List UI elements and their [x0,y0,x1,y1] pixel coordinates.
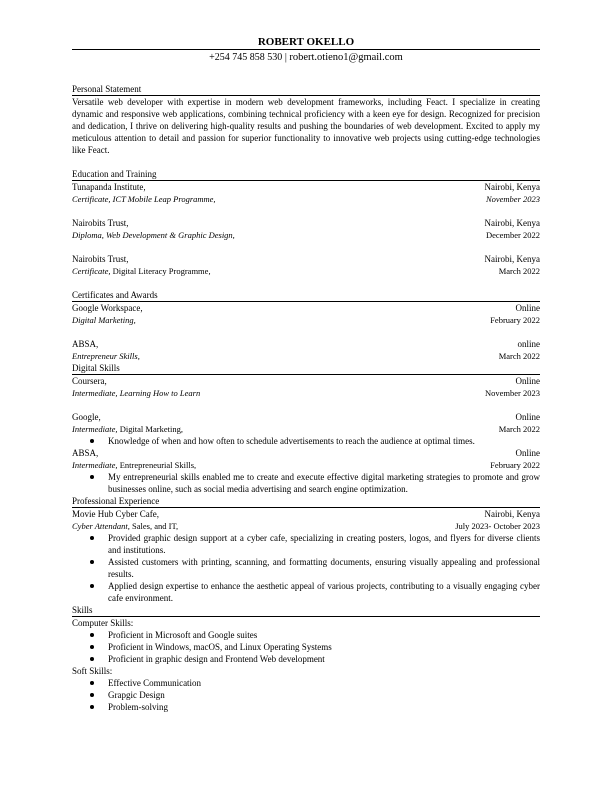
email-address[interactable]: robert.otieno1@gmail.com [289,52,403,63]
education-course: Digital Literacy Programme, [112,266,211,276]
experience-role: Cyber Attendant, [72,521,130,531]
experience-dept: Sales, and IT, [132,521,179,531]
list-item: My entrepreneurial skills enabled me to create and execute effective digital marketing strategies to promote and grow businesses online, such as social media advertising and search engine optimization. [108,472,540,494]
digital-org: ABSA, [72,448,99,458]
certificate-org: ABSA, [72,339,99,349]
candidate-name: ROBERT OKELLO [257,36,355,48]
digital-bullets [72,435,540,447]
education-course: ICT Mobile Leap Programme, [112,194,216,204]
soft-skills-list [72,677,540,713]
digital-date: November 2023 [484,388,540,398]
digital-location: Online [515,448,540,458]
education-entry [72,217,540,241]
education-org: Tunapanda Institute, [72,182,146,192]
list-item: Effective Communication [108,677,540,689]
education-date: March 2022 [498,266,540,276]
education-org: Nairobits Trust, [72,254,129,264]
education-type: Certificate, [72,266,111,276]
experience-dates: July 2023- October 2023 [455,521,540,531]
digital-date: February 2022 [490,460,540,470]
experience-bullets [72,532,540,604]
experience-location: Nairobi, Kenya [484,509,540,519]
list-item: Proficient in Windows, macOS, and Linux Operating Systems [108,641,540,653]
certificate-detail: Entrepreneur Skills, [72,351,140,361]
education-date: December 2022 [485,230,540,240]
section-title-experience: Professional Experience [72,496,160,506]
digital-level: Intermediate, [72,388,118,398]
list-item: Problem-solving [108,701,540,713]
certificate-detail: Digital Marketing, [72,315,136,325]
section-title-certificates: Certificates and Awards [72,290,158,300]
certificate-location: online [517,339,540,349]
certificate-date: March 2022 [498,351,540,361]
section-title-education: Education and Training [72,169,157,179]
list-item: Proficient in Microsoft and Google suites [108,629,540,641]
list-item: Grapgic Design [108,689,540,701]
education-location: Nairobi, Kenya [484,254,540,264]
education-entry [72,181,540,205]
education-org: Nairobits Trust, [72,218,129,228]
digital-level: Intermediate, [72,424,118,434]
phone-number: +254 745 858 530 [209,52,283,63]
education-location: Nairobi, Kenya [484,182,540,192]
digital-course: Digital Marketing, [119,424,183,434]
digital-location: Online [515,412,540,422]
digital-course: Learning How to Learn [119,388,201,398]
digital-entry [72,447,540,495]
education-entry [72,253,540,277]
education-course: Web Development & Graphic Design, [106,230,235,240]
certificate-org: Google Workspace, [72,303,143,313]
certificate-entry [72,302,540,326]
section-title-digital-skills: Digital Skills [72,363,120,373]
education-date: November 2023 [485,194,540,204]
computer-skills-list [72,629,540,665]
education-type: Certificate, [72,194,111,204]
resume-page [72,36,540,713]
contact-line [72,49,540,65]
experience-org: Movie Hub Cyber Cafe, [72,509,159,519]
list-item: Applied design expertise to enhance the aesthetic appeal of various projects, contributing to a visually engaging cyber cafe environment. [108,581,540,603]
digital-date: March 2022 [498,424,540,434]
education-location: Nairobi, Kenya [484,218,540,228]
certificate-entry [72,338,540,362]
digital-org: Google, [72,412,101,422]
section-title-statement: Personal Statement [72,84,142,94]
digital-entry [72,375,540,399]
digital-course: Entrepreneurial Skills, [119,460,197,470]
digital-location: Online [515,376,540,386]
digital-org: Coursera, [72,376,107,386]
experience-entry [72,508,540,604]
list-item: Provided graphic design support at a cyber cafe, specializing in creating posters, logos, and flyers for diverse clients and institutions. [108,533,540,555]
section-title-skills: Skills [72,605,93,615]
digital-level: Intermediate, [72,460,118,470]
certificate-date: February 2022 [490,315,540,325]
list-item: Assisted customers with printing, scanning, and formatting documents, ensuring visually appealing and professional results. [108,557,540,579]
statement-text: Versatile web developer with expertise in modern web development frameworks, including Feact. I specialize in creating dynamic and responsive web applications, combining technical proficiency with a keen eye for design. Recognized for precision and dedication, I thrive on delivering high-quality results and pushing the boundaries of web development. Excited to apply my meticulous attention to detail and passion for superior functionality to innovative web projects using cutting-edge technologies like Feact. [72,97,540,155]
soft-skills-title: Soft Skills: [72,666,113,676]
education-type: Diploma, [72,230,104,240]
digital-bullets [72,471,540,495]
list-item: Knowledge of when and how often to schedule advertisements to reach the audience at optimal times. [108,435,540,447]
digital-entry [72,411,540,447]
certificate-location: Online [515,303,540,313]
computer-skills-title: Computer Skills: [72,618,134,628]
list-item: Proficient in graphic design and Frontend Web development [108,653,540,665]
contact-separator: | [284,52,287,63]
